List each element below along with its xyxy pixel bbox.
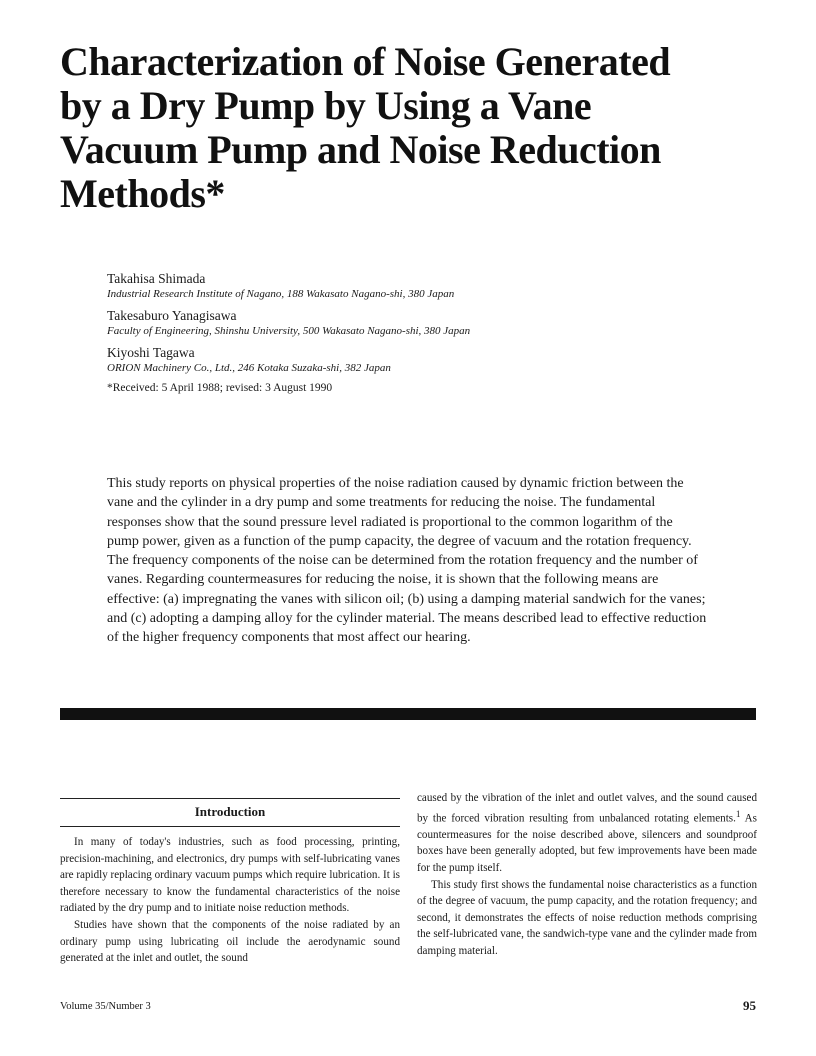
- intro-paragraph-1: In many of today's industries, such as food processing, printing, precision-machining, and electronics, dry pumps with self-lubricating vanes are rapidly replacing ordinary vacuum pumps which require lubrication. It is therefore necessary to know the fundamental characteristics of the noise radiated by the dry pump and to initiate noise reduction methods.: [60, 836, 400, 915]
- introduction-heading: Introduction: [194, 804, 266, 819]
- intro-paragraph-3-part-a: caused by the vibration of the inlet and outlet valves, and the sound caused by the forced vibration resulting from unbalanced rotating elements.: [417, 792, 757, 825]
- paper-title: [60, 40, 780, 216]
- author-affiliation: Industrial Research Institute of Nagano, 188 Wakasato Nagano-shi, 380 Japan: [107, 288, 455, 300]
- title-line-2: by a Dry Pump by Using a Vane: [60, 83, 592, 128]
- title-line-4: Methods*: [60, 171, 225, 216]
- author-entry: [107, 344, 747, 375]
- journal-volume: Volume 35/Number 3: [60, 1001, 151, 1012]
- column-right: [417, 790, 757, 960]
- section-divider: [60, 708, 756, 720]
- page-number: 95: [743, 998, 756, 1013]
- intro-paragraph-3: [417, 790, 757, 877]
- abstract: This study reports on physical properties of the noise radiation caused by dynamic friction between the vane and the cylinder in a dry pump and some treatments for reducing the noise. The fundamental responses show that the sound pressure level radiated is proportional to the common logarithm of the pump power, given as a function of the pump capacity, the degree of vacuum and the rotation frequency. The frequency components of the noise can be determined from the rotation frequency and the number of vanes. Regarding countermeasures for reducing the noise, it is shown that the following means are effective: (a) impregnating the vanes with silicon oil; (b) using a damping material sandwich for the vanes; and (c) adopting a damping alloy for the cylinder material. The means described lead to effective reduction of the higher frequency components that most affect our hearing.: [107, 476, 707, 646]
- author-name: Kiyoshi Tagawa: [107, 345, 195, 360]
- author-entry: [107, 270, 747, 301]
- author-block: [107, 270, 747, 395]
- heading-rule-bottom: [60, 826, 400, 827]
- author-name: Takesaburo Yanagisawa: [107, 308, 237, 323]
- intro-paragraph-3-part-b: As countermeasures for the noise described above, silencers and soundproof boxes have been generally adopted, but few improvements have been made for the pump itself.: [417, 812, 757, 875]
- title-line-1: Characterization of Noise Generated: [60, 39, 671, 84]
- author-affiliation: ORION Machinery Co., Ltd., 246 Kotaka Suzaka-shi, 382 Japan: [107, 362, 391, 374]
- title-line-3: Vacuum Pump and Noise Reduction: [60, 127, 661, 172]
- reference-marker: 1: [735, 809, 741, 820]
- author-name: Takahisa Shimada: [107, 271, 206, 286]
- column-left: [60, 794, 400, 967]
- intro-paragraph-2: Studies have shown that the components of the noise radiated by an ordinary pump using lubricating oil include the aerodynamic sound generated at the inlet and outlet, the sound: [60, 918, 400, 965]
- author-affiliation: Faculty of Engineering, Shinshu University, 500 Wakasato Nagano-shi, 380 Japan: [107, 325, 471, 337]
- introduction-heading-block: [60, 794, 400, 830]
- intro-paragraph-4: This study first shows the fundamental noise characteristics as a function of the degree of vacuum, the pump capacity, and the rotation frequency; and second, it demonstrates the effects of noise reduction methods comprising the self-lubricated vane, the sandwich-type vane and the cylinder made from damping material.: [417, 878, 757, 958]
- received-note: *Received: 5 April 1988; revised: 3 August 1990: [107, 382, 333, 394]
- heading-rule-top: [60, 798, 400, 799]
- author-entry: [107, 307, 747, 338]
